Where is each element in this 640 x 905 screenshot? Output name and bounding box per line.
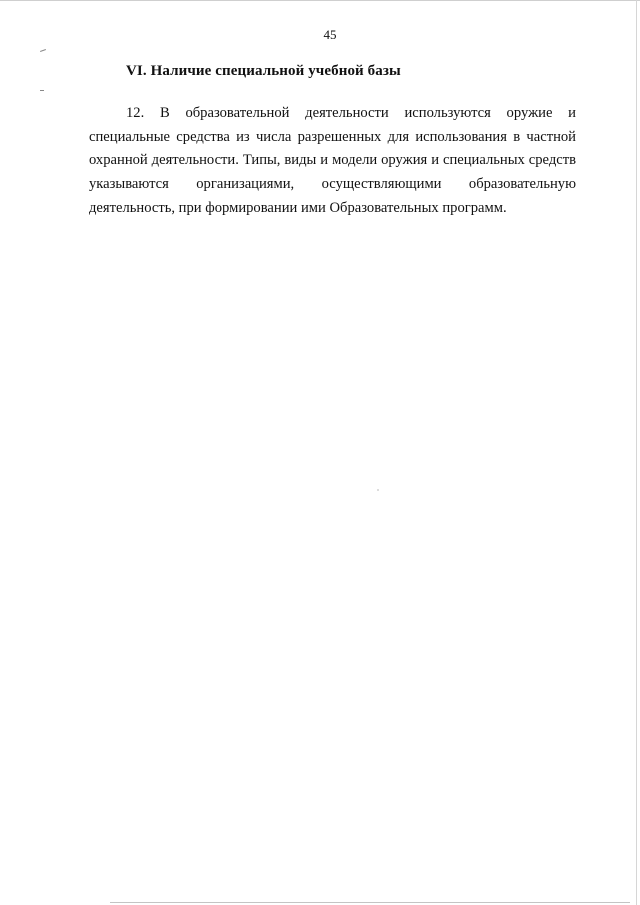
body-paragraph: 12. В образовательной деятельности используются оружие и специальные средства из числа разрешенных для использования в частной охранной деятельности. Типы, виды и модели оружия и специальных средств указываются организациями, осуществляющими образовательную деятельность, при формировании ими Образовательных программ. (89, 105, 576, 216)
page-number: 45 (323, 27, 337, 42)
scan-artifact-mark (40, 49, 46, 52)
page-right-edge (636, 0, 637, 905)
scan-speck (377, 489, 379, 491)
page-top-edge (0, 0, 640, 1)
scan-artifact-mark (40, 90, 44, 91)
page-bottom-edge (110, 902, 630, 903)
section-heading: VI. Наличие специальной учебной базы (126, 63, 401, 79)
